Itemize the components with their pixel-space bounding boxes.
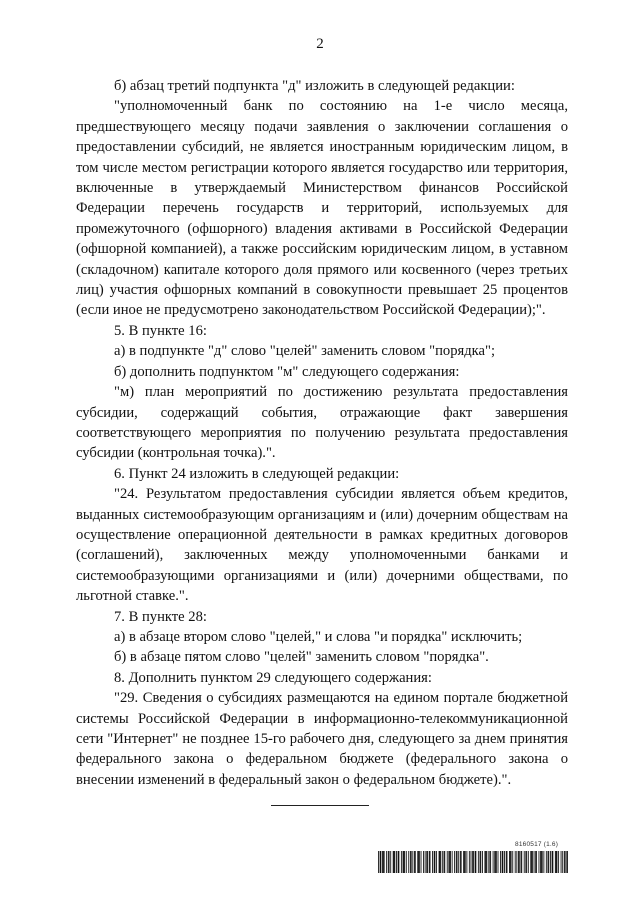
paragraph: "24. Результатом предоставления субсидии является объем кредитов, выданных системообразующим организациям и (или) дочерним обществам на осуществление операционной деятельности в рамках кредитных договоров (соглашений), заключенных между уполномоченными банками и системообразующими организациями и (или) дочерними обществами, по льготной ставке.".	[76, 486, 568, 605]
footer-separator-line	[271, 805, 369, 806]
barcode-bar	[469, 851, 470, 873]
barcode-bar	[403, 851, 404, 873]
barcode-bar	[425, 851, 426, 873]
barcode-bar	[561, 851, 562, 873]
paragraph: б) дополнить подпунктом "м" следующего содержания:	[114, 363, 460, 380]
barcode-bar	[506, 851, 507, 873]
barcode-bar	[519, 851, 520, 873]
barcode-bar	[394, 851, 395, 873]
paragraph: а) в подпункте "д" слово "целей" заменить словом "порядка";	[114, 343, 496, 360]
barcode-bar	[444, 851, 445, 873]
barcode-bar	[548, 851, 549, 873]
barcode-bar	[500, 851, 501, 873]
barcode-bar	[396, 851, 397, 873]
barcode-bar	[380, 851, 381, 873]
paragraph: 5. В пункте 16:	[114, 322, 207, 339]
barcode-bar	[489, 851, 490, 873]
barcode-bar	[461, 851, 462, 873]
barcode-bar	[463, 851, 464, 873]
barcode-bar	[480, 851, 481, 873]
barcode-bar	[434, 851, 435, 873]
barcode-bar	[410, 851, 411, 873]
barcode	[378, 851, 568, 873]
paragraph: "м) план мероприятий по достижению результата предоставления субсидии, содержащий события, отражающие факт завершения соответствующего мероприятия по получению результата предоставления субсидии (контрольная точка).".	[76, 384, 568, 462]
barcode-bar	[412, 851, 413, 873]
paragraph: "29. Сведения о субсидиях размещаются на едином портале бюджетной системы Российской Федерации в информационно-телекоммуникационной сети "Интернет" не позднее 15-го рабочего дня, следующего за днем принятия федерального закона о федеральном бюджете (федерального закона о внесении изменений в федеральный закон о федеральном бюджете).".	[76, 690, 568, 788]
barcode-bar	[495, 851, 496, 873]
barcode-bar	[509, 851, 510, 873]
barcode-bar	[454, 851, 455, 873]
barcode-bar	[548, 851, 549, 873]
barcode-bar	[494, 851, 495, 873]
barcode-bar	[466, 851, 467, 873]
paragraph: б) абзац третий подпункта "д" изложить в следующей редакции:	[114, 78, 515, 94]
barcode-graphic	[378, 851, 568, 873]
barcode-bar	[426, 851, 427, 873]
barcode-bar	[449, 851, 450, 873]
barcode-bar	[510, 851, 511, 873]
barcode-bar	[480, 851, 481, 873]
barcode-bar	[567, 851, 568, 873]
barcode-bar	[502, 851, 503, 873]
barcode-bar	[457, 851, 458, 873]
barcode-bar	[546, 851, 547, 873]
barcode-bar	[444, 851, 445, 873]
barcode-bar	[475, 851, 476, 873]
barcode-bar	[478, 851, 479, 873]
barcode-bar	[460, 851, 461, 873]
barcode-bar	[452, 851, 453, 873]
barcode-bar	[541, 851, 542, 873]
barcode-bar	[539, 851, 540, 873]
barcode-bar	[543, 851, 544, 873]
barcode-bar	[488, 851, 489, 873]
barcode-bar	[388, 851, 389, 873]
barcode-bar	[465, 851, 466, 873]
barcode-bar	[536, 851, 537, 873]
barcode-bar	[408, 851, 409, 873]
barcode-bar	[552, 851, 553, 873]
barcode-bar	[486, 851, 487, 873]
barcode-bar	[401, 851, 402, 873]
barcode-bar	[473, 851, 474, 873]
page-number: 2	[316, 36, 324, 52]
barcode-bar	[439, 851, 440, 873]
barcode-bar	[427, 851, 428, 873]
barcode-bar	[448, 851, 449, 873]
barcode-bar	[526, 851, 527, 873]
barcode-bar	[557, 851, 558, 873]
paragraph: б) в абзаце пятом слово "целей" заменить словом "порядка".	[114, 649, 489, 666]
barcode-bar	[511, 851, 512, 873]
barcode-bar	[394, 851, 395, 873]
paragraph: 6. Пункт 24 изложить в следующей редакции:	[114, 465, 400, 482]
barcode-bar	[532, 851, 533, 873]
barcode-bar	[435, 851, 436, 873]
barcode-bar	[464, 851, 465, 873]
barcode-bar	[418, 851, 419, 873]
barcode-bar	[393, 851, 394, 873]
barcode-bar	[419, 851, 420, 873]
barcode-bar	[525, 851, 526, 873]
barcode-bar	[430, 851, 431, 873]
paragraph: 7. В пункте 28:	[114, 608, 207, 625]
barcode-bar	[482, 851, 483, 873]
barcode-bar	[552, 851, 553, 873]
document-code: 8160517 (1.6)	[515, 841, 559, 848]
barcode-bar	[458, 851, 459, 873]
paragraph: 8. Дополнить пунктом 29 следующего содержания:	[114, 669, 432, 686]
barcode-bar	[498, 851, 499, 873]
barcode-bar	[493, 851, 494, 873]
barcode-bar	[521, 851, 522, 873]
barcode-bar	[528, 851, 529, 873]
barcode-bar	[485, 851, 486, 873]
barcode-bar	[540, 851, 541, 873]
barcode-bar	[390, 851, 391, 873]
barcode-bar	[404, 851, 405, 873]
barcode-bar	[496, 851, 497, 873]
barcode-bar	[382, 851, 383, 873]
barcode-bar	[542, 851, 543, 873]
barcode-bar	[565, 851, 566, 873]
barcode-bar	[423, 851, 424, 873]
barcode-bar	[432, 851, 433, 873]
barcode-bar	[535, 851, 536, 873]
barcode-bar	[531, 851, 532, 873]
barcode-bar	[450, 851, 451, 873]
barcode-bar	[429, 851, 430, 873]
barcode-bar	[439, 851, 440, 873]
barcode-bar	[530, 851, 531, 873]
barcode-bar	[518, 851, 519, 873]
barcode-bar	[421, 851, 422, 873]
barcode-bar	[380, 851, 381, 873]
barcode-bar	[403, 851, 404, 873]
barcode-bar	[566, 851, 567, 873]
barcode-bar	[398, 851, 399, 873]
barcode-bar	[447, 851, 448, 873]
barcode-bar	[490, 851, 491, 873]
document-body	[76, 76, 568, 790]
paragraph: "уполномоченный банк по состоянию на 1-е число месяца, предшествующего месяцу подачи заявления о заключении соглашения о предоставлении субсидий, не является иностранным юридическим лицом, в том числе местом регистрации которого является государство или территория, включенные в утверждаемый Министерством финансов Российской Федерации перечень государств и территорий, используемых для промежуточного (офшорного) владения активами в Российской Федерации (офшорной компанией), а также российским юридическим лицом, в уставном (складочном) капитале которого доля прямого или косвенного (через третьих лиц) участия офшорных компаний в совокупности превышает 25 процентов (если иное не предусмотрено законодательством Российской Федерации);".	[76, 98, 568, 319]
barcode-bar	[484, 851, 485, 873]
barcode-bar	[521, 851, 522, 873]
barcode-bar	[507, 851, 508, 873]
barcode-bar	[524, 851, 525, 873]
barcode-bar	[516, 851, 517, 873]
barcode-bar	[442, 851, 443, 873]
barcode-bar	[550, 851, 551, 873]
barcode-bar	[515, 851, 516, 873]
barcode-bar	[564, 851, 565, 873]
paragraph: а) в абзаце втором слово "целей," и слова "и порядка" исключить;	[114, 628, 523, 645]
barcode-bar	[534, 851, 535, 873]
barcode-bar	[555, 851, 556, 873]
barcode-bar	[512, 851, 513, 873]
barcode-bar	[502, 851, 503, 873]
barcode-bar	[417, 851, 418, 873]
barcode-bar	[440, 851, 441, 873]
barcode-bar	[415, 851, 416, 873]
barcode-bar	[504, 851, 505, 873]
barcode-bar	[411, 851, 412, 873]
barcode-bar	[436, 851, 437, 873]
barcode-bar	[383, 851, 384, 873]
barcode-bar	[558, 851, 559, 873]
barcode-bar	[472, 851, 473, 873]
barcode-bar	[389, 851, 390, 873]
barcode-bar	[456, 851, 457, 873]
barcode-bar	[398, 851, 399, 873]
barcode-bar	[386, 851, 387, 873]
barcode-bar	[414, 851, 415, 873]
barcode-bar	[556, 851, 557, 873]
barcode-bar	[384, 851, 385, 873]
barcode-bar	[562, 851, 563, 873]
barcode-bar	[378, 851, 379, 873]
barcode-bar	[406, 851, 407, 873]
barcode-bar	[475, 851, 476, 873]
barcode-bar	[471, 851, 472, 873]
